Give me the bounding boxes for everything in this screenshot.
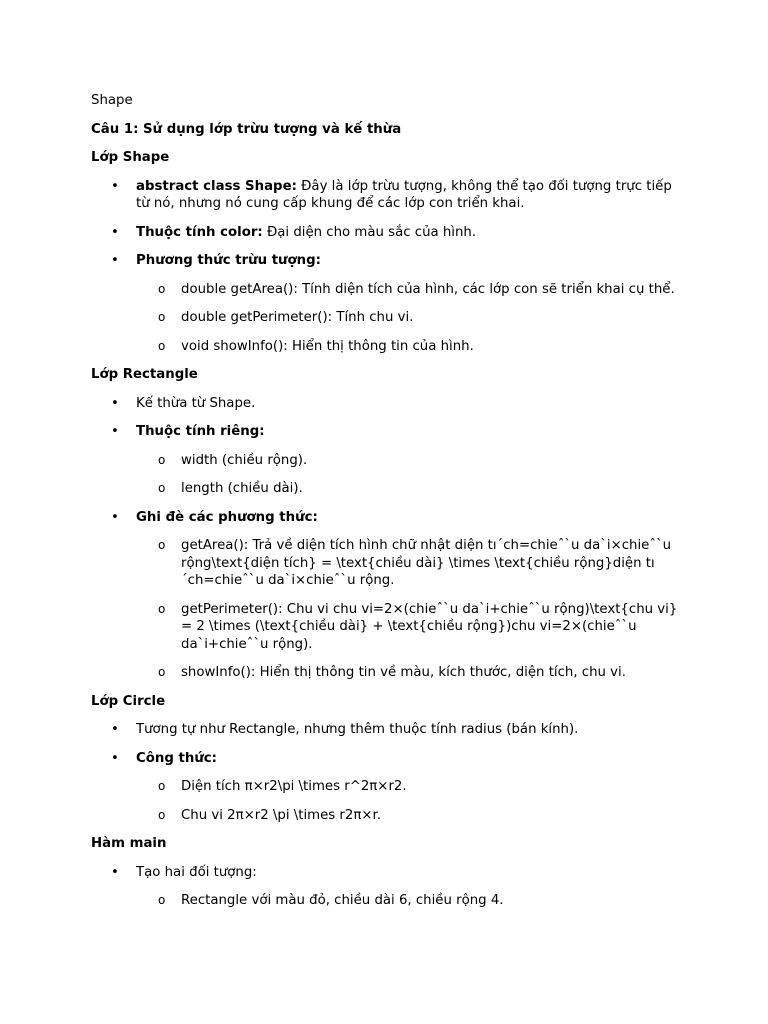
circle-bullet-icon: o (158, 452, 166, 467)
item-text: Chu vi 2π×r2 \pi \times r2π×r. (181, 807, 381, 823)
question-heading: Câu 1: Sử dụng lớp trừu tượng và kế thừa (91, 121, 402, 137)
item-text: Tạo hai đối tượng: (136, 864, 257, 880)
item-text: getArea(): Trả về diện tích hình chữ nhật diện tı´ch=chieˆ`u da`i×chieˆ`u rộng\text{diện tích} = \text{chiều dài} \times \text{chiều rộng}diện tı´ch=chieˆ`u da`i×chieˆ`u rộng. (181, 538, 672, 588)
sub-list (136, 281, 681, 356)
circle-bullet-icon: o (158, 807, 166, 822)
sub-list-item (136, 338, 681, 356)
bold-term: Thuộc tính color: (136, 224, 263, 240)
bold-term: Công thức: (136, 750, 217, 766)
circle-bullet-icon: o (158, 310, 166, 324)
list-item (91, 252, 681, 355)
item-text: Diện tích π×r2\pi \times r^2π×r2. (181, 779, 407, 794)
item-text: length (chiều dài). (181, 481, 303, 496)
sub-list (136, 537, 681, 682)
bullet-icon: • (111, 509, 119, 525)
bullet-icon: • (111, 722, 119, 737)
item-text: double getPerimeter(): Tính chu vi. (181, 310, 414, 325)
circle-bullet-icon: o (158, 481, 166, 495)
item-text: Đại diện cho màu sắc của hình. (262, 224, 477, 240)
list-item (91, 423, 681, 498)
sub-list-item (136, 807, 681, 825)
document-title: Shape (91, 93, 133, 108)
section-main-title: Hàm main (91, 836, 167, 851)
section-circle-title: Lớp Circle (91, 693, 166, 709)
list-item (91, 395, 681, 413)
circle-bullet-list (91, 721, 681, 824)
sub-list-item (136, 537, 681, 590)
sub-list (136, 778, 681, 824)
item-text: getPerimeter(): Chu vi chu vi=2×(chieˆ`u da`i+chieˆ`u rộng)\text{chu vi} = 2 \times (\text{chiều dài} + \text{chiều rộng})chu vi=2×(chieˆ`u da`i+chieˆ`u rộng). (181, 601, 678, 652)
bold-term: Thuộc tính riêng: (136, 424, 265, 439)
circle-bullet-icon: o (158, 338, 166, 353)
section-shape-title: Lớp Shape (91, 150, 170, 165)
circle-bullet-icon: o (158, 893, 166, 907)
sub-list (136, 892, 681, 910)
bullet-icon: • (111, 750, 119, 766)
circle-bullet-icon: o (158, 779, 166, 793)
sub-list-item (136, 892, 681, 910)
list-item (91, 864, 681, 910)
item-text: Rectangle với màu đỏ, chiều dài 6, chiều rộng 4. (181, 893, 504, 908)
bullet-icon: • (111, 178, 119, 194)
document-page (91, 92, 681, 921)
circle-bullet-icon: o (158, 538, 166, 552)
item-text: Kế thừa từ Shape. (136, 395, 256, 411)
sub-list-item (136, 664, 681, 682)
circle-bullet-icon: o (158, 281, 166, 296)
item-text: void showInfo(): Hiển thị thông tin của hình. (181, 338, 474, 354)
item-text: Đây là lớp trừu tượng, không thể tạo đối tượng trực tiếp từ nó, nhưng nó cung cấp khung để các lớp con triển khai. (136, 178, 672, 211)
sub-list-item (136, 601, 681, 654)
bullet-icon: • (111, 224, 119, 240)
bullet-icon: • (111, 395, 119, 411)
circle-bullet-icon: o (158, 665, 166, 679)
list-item (91, 178, 681, 213)
item-text: double getArea(): Tính diện tích của hình, các lớp con sẽ triển khai cụ thể. (181, 281, 675, 297)
sub-list-item (136, 778, 681, 796)
item-text: showInfo(): Hiển thị thông tin về màu, kích thước, diện tích, chu vi. (181, 665, 626, 680)
list-item (91, 721, 681, 739)
bold-term: abstract class Shape: (136, 178, 297, 194)
bold-term: Phương thức trừu tượng: (136, 253, 321, 268)
item-text: width (chiều rộng). (181, 452, 308, 468)
circle-bullet-icon: o (158, 601, 166, 616)
list-item (91, 750, 681, 825)
list-item (91, 509, 681, 682)
sub-list-item (136, 309, 681, 327)
rectangle-bullet-list (91, 395, 681, 682)
bullet-icon: • (111, 424, 119, 439)
bullet-icon: • (111, 864, 119, 880)
section-rectangle-title: Lớp Rectangle (91, 367, 198, 382)
sub-list-item (136, 480, 681, 498)
shape-bullet-list (91, 178, 681, 356)
bold-term: Ghi đè các phương thức: (136, 509, 318, 525)
item-text: Tương tự như Rectangle, nhưng thêm thuộc tính radius (bán kính). (136, 722, 579, 737)
bullet-icon: • (111, 253, 119, 268)
sub-list (136, 452, 681, 498)
list-item (91, 224, 681, 242)
sub-list-item (136, 452, 681, 470)
sub-list-item (136, 281, 681, 299)
main-bullet-list (91, 864, 681, 910)
